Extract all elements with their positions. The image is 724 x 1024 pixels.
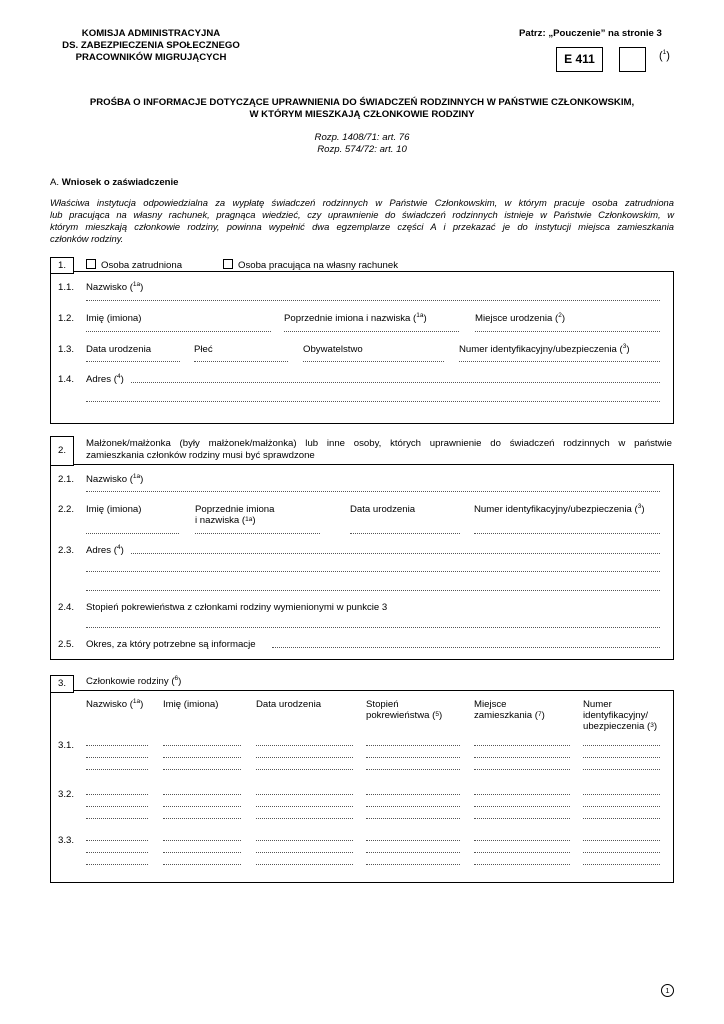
label-text: ) xyxy=(561,313,566,324)
family-member-field[interactable] xyxy=(474,852,570,853)
label-text: ) xyxy=(423,313,427,324)
family-member-field[interactable] xyxy=(86,864,148,865)
footnote-sup: 6 xyxy=(174,675,179,682)
section-a-intro xyxy=(50,197,674,245)
family-member-field[interactable] xyxy=(256,745,353,746)
family-member-field[interactable] xyxy=(366,757,460,758)
family-member-field[interactable] xyxy=(474,757,570,758)
family-member-field[interactable] xyxy=(163,769,241,770)
intro-line: Właściwa instytucja odpowiedzialna za wypłatę świadczeń rodzinnych w Państwie Członkowskim, w którym pracuje osoba zatrudniona xyxy=(50,197,674,208)
family-member-field[interactable] xyxy=(583,757,660,758)
label-text: Nazwisko ( xyxy=(86,282,133,293)
section-3-box xyxy=(50,690,674,883)
family-members-heading xyxy=(86,676,181,687)
footnote-sup: 2 xyxy=(558,312,562,319)
label-text: ) xyxy=(541,710,545,721)
family-member-field[interactable] xyxy=(583,852,660,853)
family-member-field[interactable] xyxy=(163,806,241,807)
family-member-field[interactable] xyxy=(474,806,570,807)
address-field[interactable] xyxy=(131,382,660,383)
label-text: ) xyxy=(120,374,124,385)
form-code-box: E 411 xyxy=(556,47,603,72)
family-member-field[interactable] xyxy=(86,769,148,770)
family-member-field[interactable] xyxy=(86,806,148,807)
self-employed-checkbox[interactable] xyxy=(223,259,233,269)
label-text: Miejsce xyxy=(474,699,507,710)
first-names-label: Imię (imiona) xyxy=(86,504,142,515)
regulation-line: Rozp. 574/72: art. 10 xyxy=(317,144,407,155)
previous-names-label xyxy=(284,313,427,324)
family-member-field[interactable] xyxy=(366,864,460,865)
section-2-heading xyxy=(86,438,672,462)
item-number: 2.4. xyxy=(58,602,75,613)
label-text: zamieszkania ( xyxy=(474,710,538,721)
family-member-field[interactable] xyxy=(163,864,241,865)
regulation-line: Rozp. 1408/71: art. 76 xyxy=(314,132,410,143)
item-number: 2.2. xyxy=(58,504,75,515)
family-member-field[interactable] xyxy=(583,769,660,770)
family-member-field[interactable] xyxy=(583,840,660,841)
authority-line: PRACOWNIKÓW MIGRUJĄCYCH xyxy=(75,52,227,63)
label-text: Numer identyfikacyjny/ubezpieczenia ( xyxy=(474,504,638,515)
label-text: ) xyxy=(653,721,658,732)
period-label: Okres, za który potrzebne są informacje xyxy=(86,639,256,650)
label-text: Stopień xyxy=(366,699,399,710)
item-number: 2.1. xyxy=(58,474,75,485)
previous-names-field[interactable] xyxy=(195,533,320,534)
family-member-field[interactable] xyxy=(256,794,353,795)
family-member-field[interactable] xyxy=(474,794,570,795)
employed-checkbox[interactable] xyxy=(86,259,96,269)
family-member-field[interactable] xyxy=(256,818,353,819)
footnote-sup: 1a xyxy=(416,312,424,319)
birthdate-field[interactable] xyxy=(350,533,460,534)
family-row-number: 3.3. xyxy=(58,835,75,846)
col-birthdate: Data urodzenia xyxy=(256,699,322,710)
surname-field[interactable] xyxy=(86,491,660,492)
col-relationship xyxy=(366,699,442,721)
family-member-field[interactable] xyxy=(163,745,241,746)
id-number-field[interactable] xyxy=(474,533,660,534)
title-line: W KTÓRYM MIESZKAJĄ CZŁONKOWIE RODZINY xyxy=(249,109,475,120)
family-member-field[interactable] xyxy=(474,864,570,865)
family-member-field[interactable] xyxy=(583,864,660,865)
footnote-sup: 1 xyxy=(662,49,667,56)
family-member-field[interactable] xyxy=(366,806,460,807)
family-member-field[interactable] xyxy=(583,794,660,795)
section-2-box xyxy=(50,464,674,660)
family-member-field[interactable] xyxy=(583,806,660,807)
family-member-field[interactable] xyxy=(366,852,460,853)
first-names-field[interactable] xyxy=(86,331,271,332)
page-marker: 1 xyxy=(661,984,674,997)
label-text: pokrewieństwa ( xyxy=(366,710,436,721)
section-1-number: 1. xyxy=(50,257,74,274)
label-text: ) xyxy=(140,474,144,485)
label-text: ) xyxy=(438,710,443,721)
title-line: PROŚBA O INFORMACJE DOTYCZĄCE UPRAWNIENIA DO ŚWIADCZEŃ RODZINNYCH W PAŃSTWIE CZŁONKOWSKIM, xyxy=(89,97,635,108)
first-names-field[interactable] xyxy=(86,533,179,534)
family-member-field[interactable] xyxy=(163,840,241,841)
relationship-label: Stopień pokrewieństwa z członkami rodziny wymienionymi w punkcie 3 xyxy=(86,602,388,613)
section-a-heading xyxy=(50,177,179,188)
family-member-field[interactable] xyxy=(86,757,148,758)
section-a-prefix: A. xyxy=(50,177,60,188)
address-label xyxy=(86,545,124,556)
footnote-sup: 3 xyxy=(622,343,627,350)
family-member-field[interactable] xyxy=(256,840,353,841)
family-row-number: 3.2. xyxy=(58,789,75,800)
family-member-field[interactable] xyxy=(163,852,241,853)
section-3-number: 3. xyxy=(50,675,74,693)
label-text: ) xyxy=(120,545,124,556)
label-text: Numer xyxy=(583,699,612,710)
family-member-field[interactable] xyxy=(474,818,570,819)
footnote-sup: 3 xyxy=(650,722,654,729)
address-field-line2[interactable] xyxy=(86,571,660,572)
id-number-label xyxy=(459,344,630,355)
label-text: Poprzednie imiona i nazwiska ( xyxy=(284,313,417,324)
surname-field[interactable] xyxy=(86,300,660,301)
footnote-sup: 1a xyxy=(132,698,141,705)
family-member-field[interactable] xyxy=(86,840,148,841)
family-member-field[interactable] xyxy=(474,745,570,746)
family-member-field[interactable] xyxy=(86,818,148,819)
item-number: 1.1. xyxy=(58,282,75,293)
footnote-sup: 3 xyxy=(637,503,642,510)
footnote-sup: 4 xyxy=(116,373,121,380)
birthdate-label: Data urodzenia xyxy=(350,504,416,515)
previous-names-field[interactable] xyxy=(284,331,459,332)
family-member-field[interactable] xyxy=(163,757,241,758)
authority-name xyxy=(36,28,266,64)
item-number: 2.5. xyxy=(58,639,75,650)
footnote-sup: 1a xyxy=(245,516,253,523)
employed-option[interactable] xyxy=(86,259,182,271)
family-row-number: 3.1. xyxy=(58,740,75,751)
heading-line: zamieszkania członków rodziny musi być sprawdzone xyxy=(86,450,315,461)
label-text: Numer identyfikacyjny/ubezpieczenia ( xyxy=(459,344,623,355)
family-member-field[interactable] xyxy=(366,745,460,746)
address-field-line2[interactable] xyxy=(86,401,660,402)
birthdate-field[interactable] xyxy=(86,361,180,362)
regulations xyxy=(160,132,564,156)
previous-names-label xyxy=(195,504,274,526)
label-text: ) xyxy=(178,676,182,687)
authority-line: DS. ZABEZPIECZENIA SPOŁECZNEGO xyxy=(62,40,240,51)
birthdate-label: Data urodzenia xyxy=(86,344,152,355)
intro-line: członków rodziny. xyxy=(50,233,124,244)
label-text: Adres ( xyxy=(86,374,117,385)
family-member-field[interactable] xyxy=(86,852,148,853)
family-member-field[interactable] xyxy=(86,745,148,746)
label-text: ) xyxy=(140,699,144,710)
family-member-field[interactable] xyxy=(256,864,353,865)
item-number: 1.4. xyxy=(58,374,75,385)
id-number-field[interactable] xyxy=(459,361,660,362)
page-title xyxy=(20,97,704,121)
family-member-field[interactable] xyxy=(366,794,460,795)
heading-line: Małżonek/małżonka (były małżonek/małżonka) lub inne osoby, których uprawnienie do świadczeń rodzinnych w państwie xyxy=(86,438,672,449)
surname-label xyxy=(86,282,143,293)
citizenship-field[interactable] xyxy=(303,361,444,362)
label-text: Członkowie rodziny ( xyxy=(86,676,175,687)
family-member-field[interactable] xyxy=(256,757,353,758)
label-text: Nazwisko ( xyxy=(86,699,133,710)
first-names-label: Imię (imiona) xyxy=(86,313,142,324)
family-member-field[interactable] xyxy=(163,818,241,819)
label-text: Adres ( xyxy=(86,545,117,556)
family-member-field[interactable] xyxy=(256,806,353,807)
label-text: Poprzednie imiona xyxy=(195,504,275,515)
label-text: ) xyxy=(140,282,144,293)
id-number-label xyxy=(474,504,645,515)
item-number: 1.2. xyxy=(58,313,75,324)
country-code-box[interactable] xyxy=(619,47,646,72)
family-member-field[interactable] xyxy=(366,818,460,819)
intro-line: lub pracująca na własny rachunek, pragnąca wiedzieć, czy uprawnienie do świadczeń rodzinnych istnieje w Państwie Członkowskim, w xyxy=(50,209,674,220)
col-surname xyxy=(86,699,143,710)
family-member-field[interactable] xyxy=(474,769,570,770)
employed-label: Osoba zatrudniona xyxy=(101,260,183,271)
label-text: identyfikacyjny/ xyxy=(583,710,649,721)
footnote-sup: 5 xyxy=(435,711,439,718)
label-text: ) xyxy=(641,504,645,515)
item-number: 2.3. xyxy=(58,545,75,556)
family-member-field[interactable] xyxy=(86,794,148,795)
label-text: ) xyxy=(252,515,256,526)
address-label xyxy=(86,374,124,385)
footnote-sup: 1a xyxy=(132,281,141,288)
sex-field[interactable] xyxy=(194,361,288,362)
family-member-field[interactable] xyxy=(583,745,660,746)
self-employed-label: Osoba pracująca na własny rachunek xyxy=(238,260,398,271)
col-id-number xyxy=(583,699,657,732)
self-employed-option[interactable] xyxy=(223,259,398,271)
intro-line: którym mieszkają członkowie rodziny, powinna wypełnić dwa egzemplarze części A i przekazać je do instytucji miejsca zamieszkania xyxy=(50,221,674,232)
family-member-field[interactable] xyxy=(583,818,660,819)
label-text: ) xyxy=(626,344,630,355)
address-field-line3[interactable] xyxy=(86,590,660,591)
section-2-number: 2. xyxy=(50,436,74,466)
address-field[interactable] xyxy=(131,553,660,554)
see-instructions-note: Patrz: „Pouczenie” na stronie 3 xyxy=(519,28,662,39)
relationship-field[interactable] xyxy=(86,627,660,628)
period-field[interactable] xyxy=(272,647,660,648)
family-member-field[interactable] xyxy=(366,769,460,770)
footnote-sup: 4 xyxy=(116,544,121,551)
family-member-field[interactable] xyxy=(474,840,570,841)
item-number: 1.3. xyxy=(58,344,75,355)
sex-label: Płeć xyxy=(194,344,213,355)
footnote-sup: 7 xyxy=(537,711,542,718)
authority-line: KOMISJA ADMINISTRACYJNA xyxy=(81,28,221,39)
family-member-field[interactable] xyxy=(163,794,241,795)
col-residence xyxy=(474,699,545,721)
label-text: Nazwisko ( xyxy=(86,474,133,485)
section-a-title: Wniosek o zaświadczenie xyxy=(61,177,179,188)
citizenship-label: Obywatelstwo xyxy=(303,344,363,355)
label-text: ubezpieczenia ( xyxy=(583,721,651,732)
col-first-names: Imię (imiona) xyxy=(163,699,219,710)
family-member-field[interactable] xyxy=(366,840,460,841)
footnote-ref: ($^1$) xyxy=(659,49,670,62)
birthplace-field[interactable] xyxy=(475,331,660,332)
footnote-sup: 1a xyxy=(132,473,141,480)
birthplace-label xyxy=(475,313,565,324)
family-member-field[interactable] xyxy=(256,852,353,853)
label-text: Miejsce urodzenia ( xyxy=(475,313,559,324)
surname-label xyxy=(86,474,143,485)
label-text: i nazwiska ( xyxy=(195,515,246,526)
family-member-field[interactable] xyxy=(256,769,353,770)
